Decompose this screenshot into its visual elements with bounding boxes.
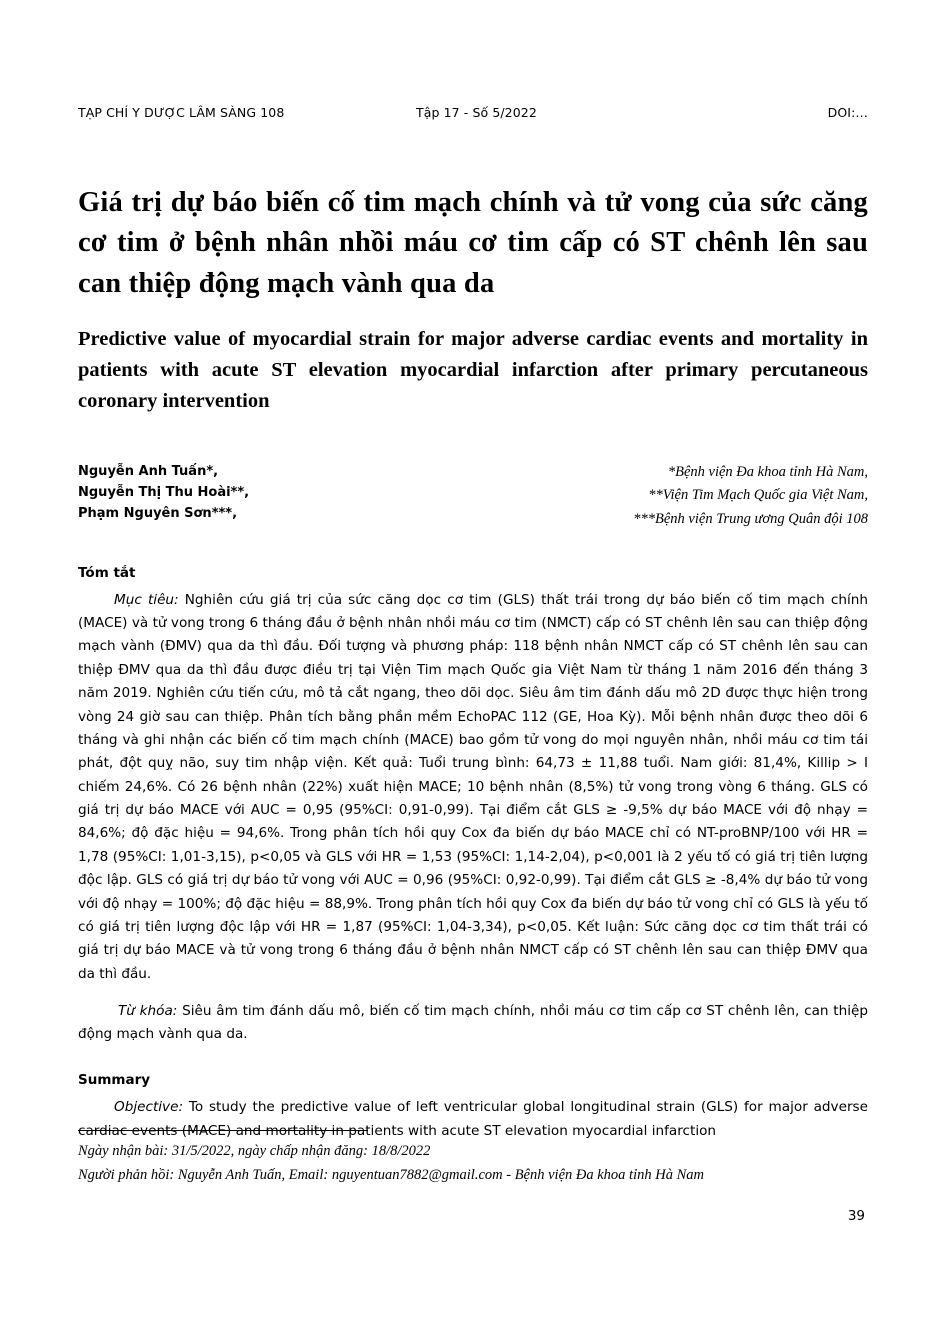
summary-heading-en: Summary bbox=[78, 1072, 151, 1089]
page-title-english: Predictive value of myocardial strain for major adverse cardiac events and mortality in patients with acute ST elevation myocardial infarction after primary percutaneous coronary intervention bbox=[78, 328, 868, 412]
authors-block bbox=[78, 461, 868, 539]
keywords-body-vi: Siêu âm tim đánh dấu mô, biến cố tim mạch chính, nhồi máu cơ tim cấp cơ ST chênh lên, can thiệp động mạch vành qua da. bbox=[78, 1002, 868, 1042]
footnote-block bbox=[78, 1130, 868, 1188]
affiliation: ***Bệnh viện Trung ương Quân đội 108 bbox=[633, 510, 868, 527]
summary-body-en: To study the predictive value of left ventricular global longitudinal strain (GLS) for major adverse cardiac events (MACE) and mortality in patients with acute ST elevation myocardial infarction bbox=[78, 1099, 868, 1139]
author-name: Nguyễn Thị Thu Hoài**, bbox=[78, 484, 250, 500]
abstract-text-vi bbox=[78, 589, 868, 986]
keywords-lead-vi: Từ khóa: bbox=[118, 1002, 178, 1019]
journal-name: TẠP CHÍ Y DƯỢC LÂM SÀNG 108 bbox=[78, 105, 285, 120]
page-title: Giá trị dự báo biến cố tim mạch chính và tử vong của sức căng cơ tim ở bệnh nhân nhồi máu cơ tim cấp có ST chênh lên sau can thiệp động mạch vành qua da bbox=[78, 187, 868, 299]
page-number: 39 bbox=[847, 1208, 865, 1224]
affiliation: *Bệnh viện Đa khoa tỉnh Hà Nam, bbox=[667, 463, 868, 480]
doi-label: DOI:… bbox=[827, 105, 868, 120]
author-name: Phạm Nguyên Sơn***, bbox=[78, 505, 238, 521]
issue-info: Tập 17 - Số 5/2022 bbox=[416, 105, 537, 120]
footnote-corresponding: Người phản hồi: Nguyễn Anh Tuấn, Email: nguyentuan7882@gmail.com - Bệnh viện Đa khoa tỉnh Hà Nam bbox=[78, 1166, 704, 1183]
footnote-divider bbox=[78, 1130, 368, 1131]
abstract-lead-vi: Mục tiêu: bbox=[114, 591, 179, 608]
author-names bbox=[78, 461, 249, 524]
keywords-vi bbox=[78, 1000, 868, 1047]
summary-lead-en: Objective: bbox=[114, 1099, 184, 1116]
running-head bbox=[78, 105, 868, 125]
page-content bbox=[78, 0, 868, 1157]
abstract-body-vi: Nghiên cứu giá trị của sức căng dọc cơ tim (GLS) thất trái trong dự báo biến cố tim mạch chính (MACE) và tử vong trong 6 tháng đầu ở bệnh nhân nhồi máu cơ tim (NMCT) cấp có ST chênh lên sau can thiệp động mạch vành (ĐMV) qua da thì đầu. Đối tượng và phương pháp: 118 bệnh nhân NMCT cấp có ST chênh lên sau can thiệp ĐMV qua da thì đầu được điều trị tại Viện Tim mạch Quốc gia Việt Nam từ tháng 1 năm 2016 đến tháng 3 năm 2019. Nghiên cứu tiến cứu, mô tả cắt ngang, theo dõi dọc. Siêu âm tim đánh dấu mô 2D được thực hiện trong vòng 24 giờ sau can thiệp. Phân tích bằng phần mềm EchoPAC 112 (GE, Hoa Kỳ). Mỗi bệnh nhân được theo dõi 6 tháng và ghi nhận các biến cố tim mạch chính (MACE) bao gồm tử vong do mọi nguyên nhân, nhồi máu cơ tim tái phát, đột quỵ não, suy tim nhập viện. Kết quả: Tuổi trung bình: 64,73 ± 11,88 tuổi. Nam giới: 81,4%, Killip > I chiếm 24,6%. Có 26 bệnh nhân (22%) xuất hiện MACE; 10 bệnh nhân (8,5%) tử vong trong vòng 6 tháng. GLS có giá trị dự báo MACE với AUC = 0,95 (95%CI: 0,91-0,99). Tại điểm cắt GLS ≥ -9,5% dự báo MACE với độ nhạy = 84,6%; độ đặc hiệu = 94,6%. Trong phân tích hồi quy Cox đa biến dự báo MACE chỉ có NT-proBNP/100 với HR = 1,78 (95%CI: 1,01-3,15), p<0,05 và GLS với HR = 1,53 (95%CI: 1,14-2,04), p<0,001 là 2 yếu tố có giá trị tiên lượng độc lập. GLS có giá trị dự báo tử vong với AUC = 0,96 (95%CI: 0,92-0,99). Tại điểm cắt GLS ≥ -8,4% dự báo tử vong với độ nhạy = 100%; độ đặc hiệu = 88,9%. Trong phân tích hồi quy Cox đa biến dự báo tử vong chỉ có GLS là yếu tố có giá trị tiên lượng độc lập với HR = 1,87 (95%CI: 1,04-3,34), p<0,05. Kết luận: Sức căng dọc cơ tim thất trái có giá trị dự báo MACE và tử vong trong 6 tháng đầu ở bệnh nhân NMCT cấp có ST chênh lên sau can thiệp ĐMV qua da thì đầu. bbox=[78, 591, 868, 982]
affiliation: **Viện Tim Mạch Quốc gia Việt Nam, bbox=[648, 487, 868, 504]
author-affiliations bbox=[633, 461, 868, 531]
author-name: Nguyễn Anh Tuấn*, bbox=[78, 463, 219, 479]
abstract-heading-vi: Tóm tắt bbox=[78, 564, 136, 581]
footnote-received: Ngày nhận bài: 31/5/2022, ngày chấp nhận đăng: 18/8/2022 bbox=[78, 1143, 431, 1159]
